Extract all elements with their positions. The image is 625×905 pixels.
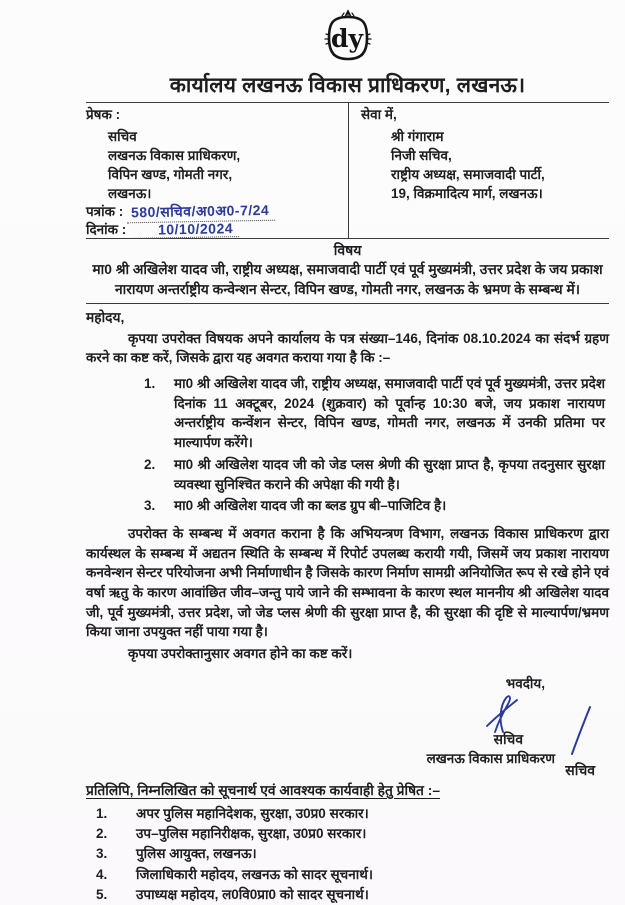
list-item-number: 1. — [96, 805, 108, 821]
list-item — [86, 844, 609, 864]
lda-logo-monogram: dy — [330, 24, 363, 53]
letter-date-label: दिनांक : — [86, 221, 127, 237]
sender-line: सचिव — [108, 129, 137, 144]
list-item-text: उपाध्यक्ष महोदय, ल0वि0प्रा0 को सादर सूचनार्थ। — [136, 886, 369, 902]
signatory-organization: लखनऊ विकास प्राधिकरण — [426, 750, 555, 766]
points-list — [86, 374, 609, 516]
letter-date-line — [86, 220, 348, 238]
main-paragraph: उपरोक्त के सम्बन्ध में अवगत कराना है कि अभियन्त्रण विभाग, लखनऊ विकास प्राधिकरण द्वारा कार्यस्थल के सम्बन्ध में अद्यतन स्थिति के सम्बन्ध में रिपोर्ट उपलब्ध करायी गयी, जिसमें जय प्रकाश नारायण कनवेन्शन सेन्टर परियोजना अभी निर्माणाधीन है जिसके कारण निर्माण सामग्री अनियोजित रूप से रखे होने एवं वर्षा ऋतु के कारण आवांछित जीव–जन्तु पाये जाने की सम्भावना के कारण स्थल माननीय श्री अखिलेश यादव जी, पूर्व मुख्यमंत्री, उत्तर प्रदेश, जो जेड प्लस श्रेणी की सुरक्षा प्राप्त है, की सुरक्षा की दृष्टि से माल्यार्पण/भ्रमण किया जाना उपयुक्त नहीं पाया गया है। — [86, 525, 609, 640]
subject-text: मा0 श्री अखिलेश यादव जी, राष्ट्रीय अध्यक्ष, समाजवादी पार्टी एवं पूर्व मुख्यमंत्री, उत्तर प्रदेश के जय प्रकाश नारायण अन्तर्राष्ट्रीय कन्वेन्शन सेन्टर, विपिन खण्ड, गोमती नगर, लखनऊ के भ्रमण के सम्बन्ध में। — [86, 260, 609, 304]
letter-number-handwritten: 580/सचिव/अ0अ0-7/24 — [127, 200, 276, 223]
list-item — [86, 885, 609, 905]
recipient-line: 19, विक्रमादित्य मार्ग, लखनऊ। — [391, 186, 543, 202]
sender-address — [108, 127, 348, 204]
signatory-designation: सचिव — [493, 731, 523, 747]
list-item-number: 5. — [96, 886, 108, 902]
recipient-line: श्री गंगाराम — [391, 129, 444, 144]
list-item-number: 3. — [96, 846, 108, 862]
list-item-number: 4. — [96, 866, 108, 882]
signoff-block — [86, 674, 555, 767]
list-item-number: 3. — [144, 498, 156, 514]
countersign-designation: सचिव — [565, 762, 595, 778]
list-item — [86, 496, 609, 516]
sender-block — [86, 103, 348, 238]
recipient-label: सेवा में, — [361, 107, 397, 122]
subject-heading: विषय — [333, 241, 362, 258]
list-item-number: 1. — [144, 376, 156, 392]
list-item-text: मा0 श्री अखिलेश यादव जी का ब्लड ग्रुप बी–पाजिटिव है। — [174, 498, 447, 514]
recipient-block — [348, 103, 609, 238]
list-item-text: मा0 श्री अखिलेश यादव जी, राष्ट्रीय अध्यक्ष, समाजवादी पार्टी एवं पूर्व मुख्यमंत्री, उत्तर प्रदेश दिनांक 11 अक्टूबर, 2024 (शुक्रवार) को पूर्वान्ह 10:30 बजे, जय प्रकाश नारायण अन्तर्राष्ट्रीय कन्वेंशन सेन्टर, विपिन खण्ड, गोमती नगर, लखनऊ में उनकी प्रतिमा पर माल्यार्पण करेंगे। — [174, 376, 606, 451]
office-title: कार्यालय लखनऊ विकास प्राधिकरण, लखनऊ। — [169, 74, 526, 97]
sender-line: लखनऊ विकास प्राधिकरण, — [108, 148, 241, 164]
countersign-stroke-icon — [566, 704, 594, 756]
copy-to-heading: प्रतिलिपि, निम्नलिखित को सूचनार्थ एवं आवश्यक कार्यवाही हेतु प्रेषित :– — [86, 782, 441, 798]
closing-word: भवदीय, — [505, 675, 545, 691]
list-item — [86, 374, 609, 453]
list-item-number: 2. — [144, 456, 156, 472]
letter-date-handwritten: 10/10/2024 — [130, 220, 239, 239]
recipient-address — [391, 127, 609, 204]
sender-label: प्रेषक : — [86, 107, 121, 122]
list-item-text: जिलाधिकारी महोदय, लखनऊ को सादर सूचनार्थ। — [136, 866, 373, 882]
address-block — [86, 103, 609, 239]
countersign-block — [565, 704, 595, 780]
list-item — [86, 455, 609, 494]
list-item-text: पुलिस आयुक्त, लखनऊ। — [136, 846, 257, 862]
sender-line: विपिन खण्ड, गोमती नगर, — [108, 167, 233, 183]
closing-request-paragraph: कृपया उपरोक्तानुसार अवगत होने का कष्ट करें। — [128, 646, 353, 662]
lda-logo-icon — [318, 8, 378, 68]
list-item-text: मा0 श्री अखिलेश यादव जी को जेड प्लस श्रेणी की सुरक्षा प्राप्त है, कृपया तदनुसार सुरक्षा व्यवस्था सुनिश्चित कराने की अपेक्षा की गयी है। — [174, 456, 605, 492]
list-item — [86, 865, 609, 885]
salutation: महोदय, — [86, 309, 125, 325]
recipient-line: निजी सचिव, — [391, 148, 452, 164]
logo-wrap — [86, 8, 609, 73]
opening-paragraph: कृपया उपरोक्त विषयक अपने कार्यालय के पत्र संख्या–146, दिनांक 08.10.2024 का संदर्भ ग्रहण करने का कष्ट करें, जिसके द्वारा यह अवगत कराया गया है कि :– — [86, 330, 609, 366]
letter-number-label: पत्रांक : — [86, 203, 124, 219]
recipient-line: राष्ट्रीय अध्यक्ष, समाजवादी पार्टी, — [391, 167, 545, 183]
list-item — [86, 804, 609, 824]
list-item-text: उप–पुलिस महानिरीक्षक, सुरक्षा, उ0प्र0 सरकार। — [136, 826, 367, 842]
sender-line: लखनऊ। — [108, 186, 152, 202]
list-item — [86, 824, 609, 844]
letter-number-line — [86, 202, 348, 222]
list-item-number: 2. — [96, 826, 108, 842]
list-item-text: अपर पुलिस महानिदेशक, सुरक्षा, उ0प्र0 सरकार। — [136, 805, 369, 821]
copy-to-list — [86, 804, 609, 905]
